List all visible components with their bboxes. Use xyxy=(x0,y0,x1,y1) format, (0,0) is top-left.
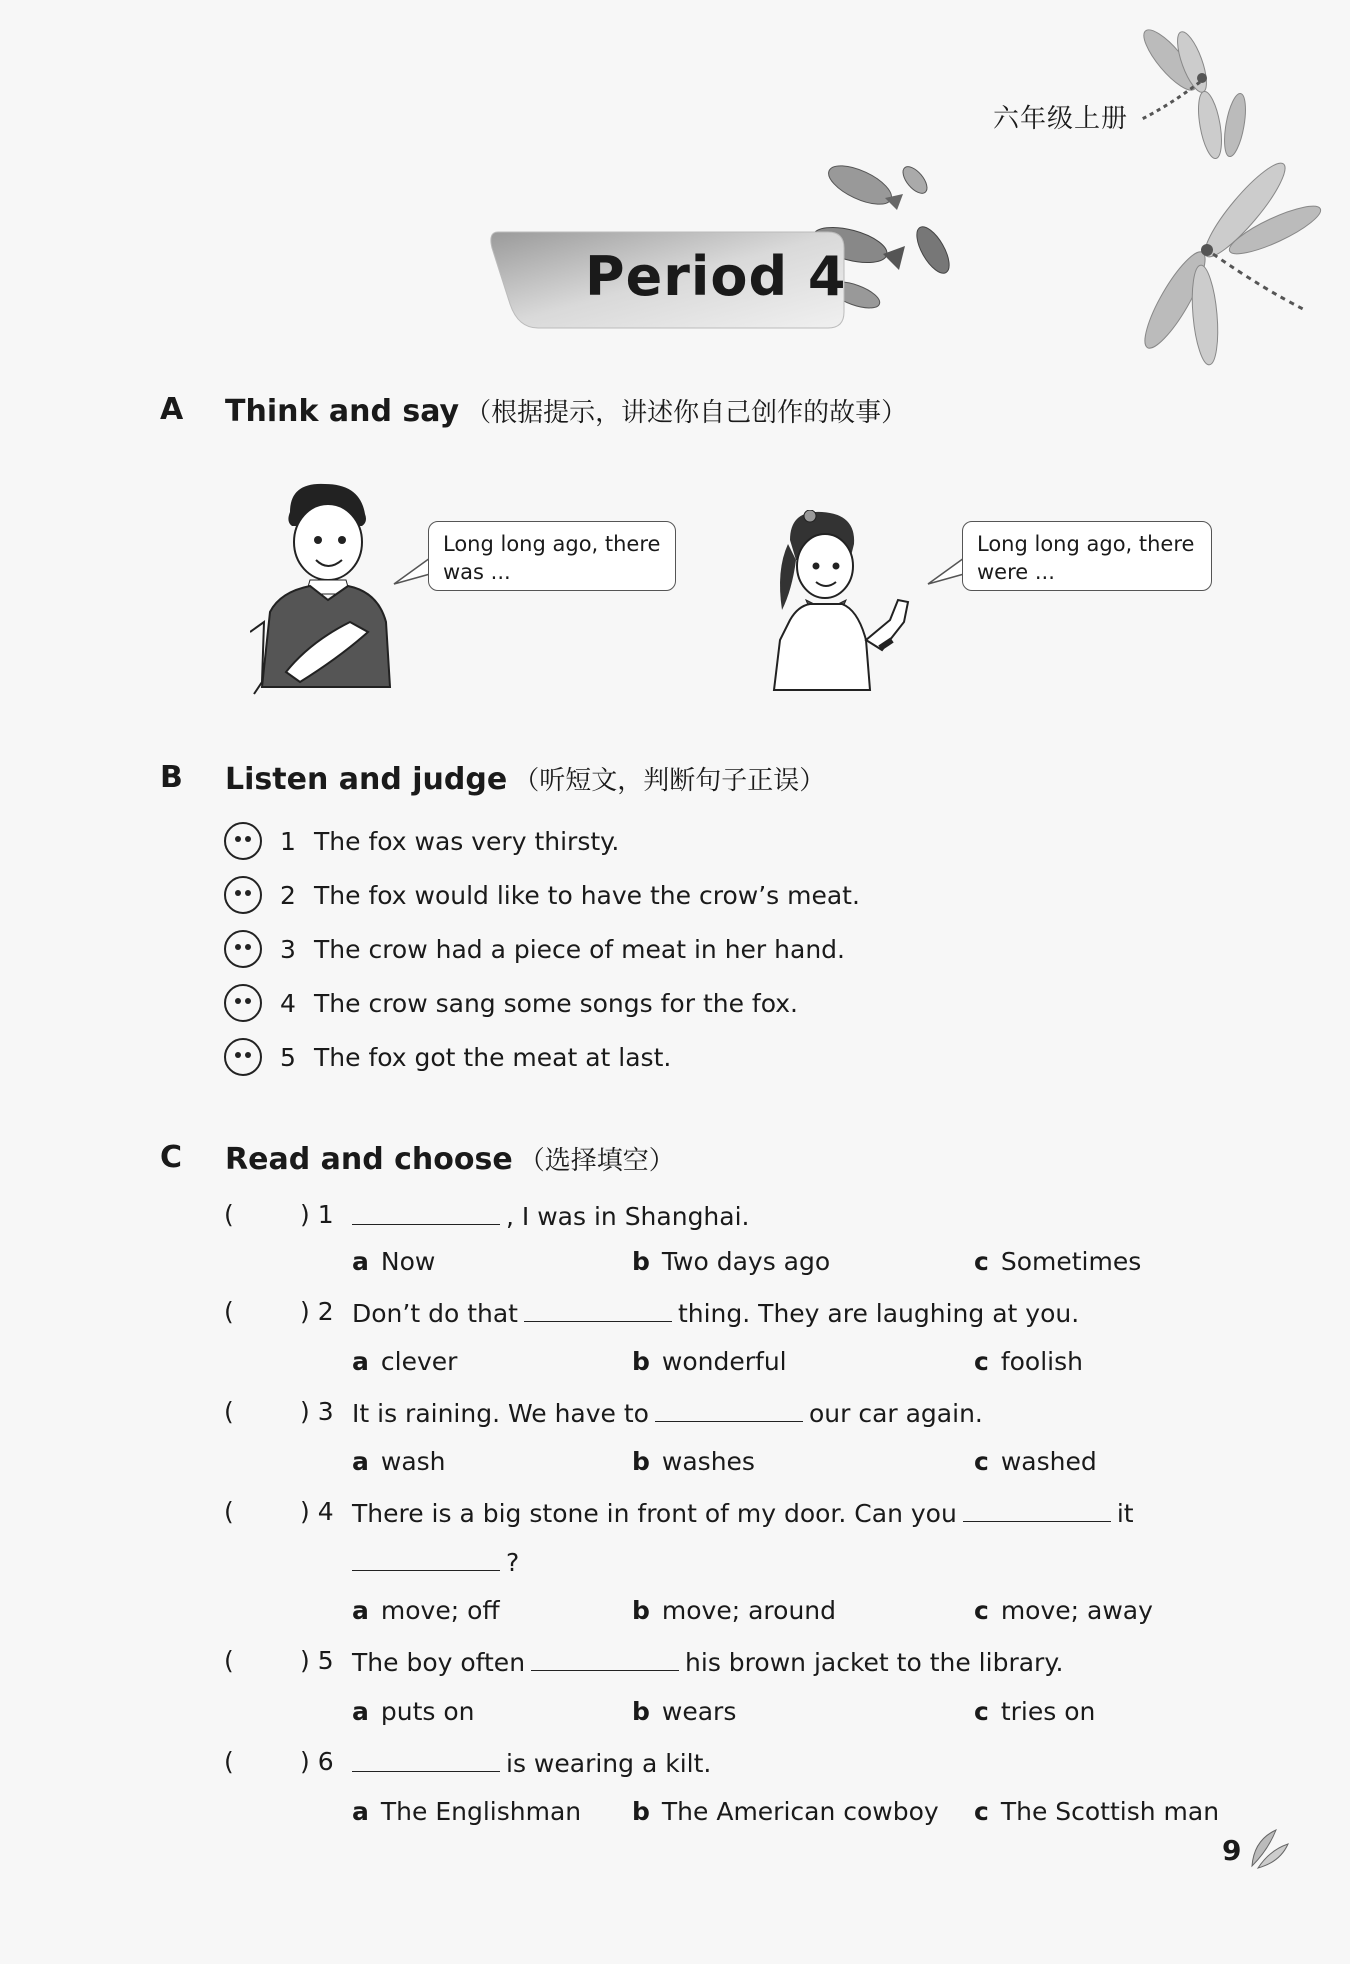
option-text: move; off xyxy=(380,1596,500,1625)
girl-illustration xyxy=(770,510,930,692)
question-text xyxy=(352,1646,1064,1677)
question-after: , I was in Shanghai. xyxy=(506,1202,750,1231)
option-letter: b xyxy=(632,1797,650,1826)
page-title: Period 4 xyxy=(585,245,847,308)
face-icon[interactable] xyxy=(224,984,262,1022)
dragonfly-icon xyxy=(1125,150,1325,370)
option-c[interactable] xyxy=(974,1596,1153,1625)
judge-item xyxy=(224,927,845,971)
section-a-title-cn: （根据提示，讲述你自己创作的故事） xyxy=(465,398,908,428)
option-text: Now xyxy=(380,1247,436,1276)
option-b[interactable] xyxy=(632,1247,830,1276)
option-b[interactable] xyxy=(632,1447,755,1476)
option-letter: b xyxy=(632,1347,650,1376)
option-text: puts on xyxy=(380,1697,475,1726)
question-number: ) 6 xyxy=(300,1747,334,1776)
bubble-line: Long long ago, there xyxy=(977,532,1195,556)
option-a[interactable] xyxy=(352,1347,457,1376)
answer-blank[interactable] xyxy=(352,1747,500,1772)
question-number: ) 3 xyxy=(300,1397,334,1426)
speech-tail xyxy=(392,556,432,586)
speech-tail xyxy=(926,556,966,586)
option-letter: b xyxy=(632,1697,650,1726)
question-after: ? xyxy=(506,1548,520,1577)
option-a[interactable] xyxy=(352,1596,500,1625)
item-number: 1 xyxy=(280,826,296,856)
option-text: foolish xyxy=(1000,1347,1083,1376)
answer-bracket[interactable]: ( xyxy=(224,1747,234,1776)
judge-item xyxy=(224,981,798,1025)
option-c[interactable] xyxy=(974,1447,1097,1476)
dragonfly-icon xyxy=(1130,20,1250,170)
boy-speech-bubble xyxy=(428,521,676,591)
answer-blank[interactable] xyxy=(352,1200,500,1225)
answer-blank[interactable] xyxy=(963,1497,1111,1522)
section-b-title-cn: （听短文，判断句子正误） xyxy=(513,766,826,796)
answer-blank[interactable] xyxy=(531,1646,679,1671)
option-letter: a xyxy=(352,1447,369,1476)
option-text: Sometimes xyxy=(1000,1247,1142,1276)
option-text: wears xyxy=(661,1697,737,1726)
bubble-line: was ... xyxy=(443,560,511,584)
option-letter: a xyxy=(352,1347,369,1376)
item-number: 4 xyxy=(280,988,296,1018)
option-a[interactable] xyxy=(352,1797,581,1826)
option-letter: c xyxy=(974,1596,989,1625)
option-c[interactable] xyxy=(974,1797,1219,1826)
option-text: washes xyxy=(661,1447,755,1476)
question-before: It is raining. We have to xyxy=(352,1399,649,1428)
page-number: 9 xyxy=(1222,1834,1242,1867)
question-after: thing. They are laughing at you. xyxy=(677,1299,1080,1328)
section-c-letter: C xyxy=(160,1140,183,1175)
section-b-letter: B xyxy=(160,760,183,795)
option-text: wash xyxy=(380,1447,446,1476)
bubble-line: Long long ago, there xyxy=(443,532,661,556)
item-text: The fox would like to have the crow’s meat. xyxy=(314,880,860,910)
question-number: ) 1 xyxy=(300,1200,334,1229)
answer-bracket[interactable]: ( xyxy=(224,1200,234,1229)
option-b[interactable] xyxy=(632,1596,836,1625)
option-text: The American cowboy xyxy=(661,1797,939,1826)
face-icon[interactable] xyxy=(224,930,262,968)
judge-item xyxy=(224,1035,671,1079)
item-text: The crow had a piece of meat in her hand. xyxy=(314,934,845,964)
item-text: The fox was very thirsty. xyxy=(314,826,620,856)
option-letter: b xyxy=(632,1447,650,1476)
option-letter: c xyxy=(974,1447,989,1476)
option-a[interactable] xyxy=(352,1447,446,1476)
question-after: is wearing a kilt. xyxy=(506,1749,712,1778)
face-icon[interactable] xyxy=(224,822,262,860)
question-before: The boy often xyxy=(352,1648,526,1677)
item-number: 5 xyxy=(280,1042,296,1072)
option-letter: c xyxy=(974,1797,989,1826)
option-text: The Englishman xyxy=(380,1797,582,1826)
section-b-title xyxy=(225,760,825,797)
judge-item xyxy=(224,819,619,863)
face-icon[interactable] xyxy=(224,1038,262,1076)
question-after: his brown jacket to the library. xyxy=(685,1648,1064,1677)
boy-illustration xyxy=(250,482,400,704)
option-b[interactable] xyxy=(632,1347,787,1376)
option-letter: c xyxy=(974,1697,989,1726)
answer-blank[interactable] xyxy=(655,1397,803,1422)
leaf-icon xyxy=(1246,1826,1292,1872)
answer-bracket[interactable]: ( xyxy=(224,1497,234,1526)
question-text xyxy=(352,1747,711,1778)
option-c[interactable] xyxy=(974,1247,1141,1276)
face-icon[interactable] xyxy=(224,876,262,914)
option-text: The Scottish man xyxy=(1000,1797,1220,1826)
question-before: Don’t do that xyxy=(352,1299,518,1328)
bubble-line: were ... xyxy=(977,560,1055,584)
option-c[interactable] xyxy=(974,1697,1095,1726)
item-text: The fox got the meat at last. xyxy=(314,1042,672,1072)
option-text: wonderful xyxy=(661,1347,787,1376)
section-a-title xyxy=(225,392,907,429)
grade-label: 六年级上册 xyxy=(993,104,1129,134)
option-c[interactable] xyxy=(974,1347,1083,1376)
answer-bracket[interactable]: ( xyxy=(224,1397,234,1426)
item-number: 3 xyxy=(280,934,296,964)
question-text xyxy=(352,1200,750,1231)
option-letter: a xyxy=(352,1247,369,1276)
question-after: it xyxy=(1116,1499,1134,1528)
judge-item xyxy=(224,873,860,917)
section-a-letter: A xyxy=(160,392,184,427)
question-after: our car again. xyxy=(808,1399,983,1428)
option-letter: a xyxy=(352,1797,369,1826)
question-number: ) 2 xyxy=(300,1297,334,1326)
answer-blank[interactable] xyxy=(352,1546,500,1571)
option-letter: b xyxy=(632,1596,650,1625)
section-a-title-en: Think and say xyxy=(225,394,460,429)
option-letter: a xyxy=(352,1697,369,1726)
question-number: ) 4 xyxy=(300,1497,334,1526)
question-text xyxy=(352,1497,1134,1528)
section-b-title-en: Listen and judge xyxy=(225,762,508,797)
section-c-title-en: Read and choose xyxy=(225,1142,513,1177)
question-text xyxy=(352,1546,519,1577)
option-letter: b xyxy=(632,1247,650,1276)
option-letter: a xyxy=(352,1596,369,1625)
option-text: Two days ago xyxy=(661,1247,831,1276)
question-text xyxy=(352,1397,983,1428)
section-c-title xyxy=(225,1140,675,1177)
item-text: The crow sang some songs for the fox. xyxy=(314,988,798,1018)
option-a[interactable] xyxy=(352,1697,475,1726)
question-text xyxy=(352,1297,1079,1328)
option-text: tries on xyxy=(1000,1697,1096,1726)
item-number: 2 xyxy=(280,880,296,910)
answer-bracket[interactable]: ( xyxy=(224,1646,234,1675)
section-c-title-cn: （选择填空） xyxy=(518,1146,675,1176)
question-number: ) 5 xyxy=(300,1646,334,1675)
girl-speech-bubble xyxy=(962,521,1212,591)
option-text: washed xyxy=(1000,1447,1097,1476)
answer-blank[interactable] xyxy=(524,1297,672,1322)
option-letter: c xyxy=(974,1347,989,1376)
option-b[interactable] xyxy=(632,1797,939,1826)
question-before: There is a big stone in front of my door. Can you xyxy=(352,1499,957,1528)
option-b[interactable] xyxy=(632,1697,736,1726)
option-letter: c xyxy=(974,1247,989,1276)
option-text: move; away xyxy=(1000,1596,1153,1625)
option-text: move; around xyxy=(661,1596,837,1625)
option-a[interactable] xyxy=(352,1247,435,1276)
option-text: clever xyxy=(380,1347,458,1376)
answer-bracket[interactable]: ( xyxy=(224,1297,234,1326)
